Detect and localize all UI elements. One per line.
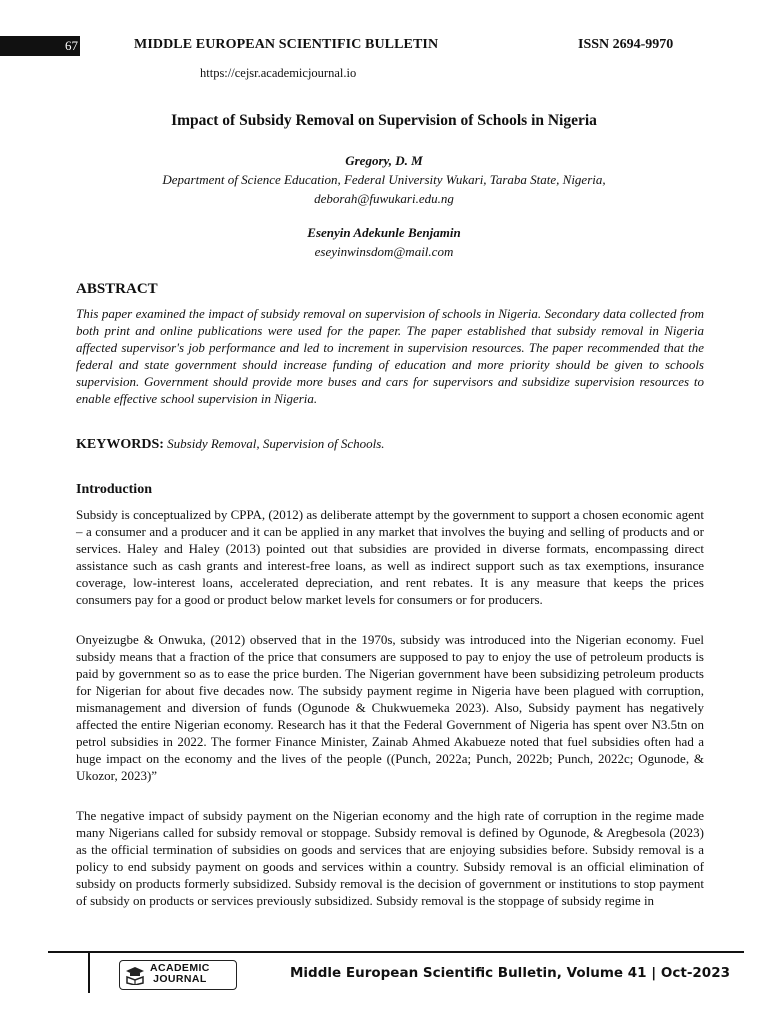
author-email-1[interactable]: deborah@fuwukari.edu.ng: [314, 191, 454, 206]
academic-cap-book-icon: [125, 965, 145, 985]
issn: ISSN 2694-9970: [578, 37, 674, 52]
intro-paragraph-2: Onyeizugbe & Onwuka, (2012) observed that in the 1970s, subsidy was introduced into the Nigerian economy. Fuel subsidy means that a fraction of the price that consumers are supposed to pay to enjoy the use of petroleum products is paid by government so as to ease the price burden. The Nigerian government have been subsidizing petroleum products for Nigerian for about five decades now. The subsidy payment regime in Nigeria have been plagued with corruption, mismanagement and diversion of funds (Ogunode & Chukwuemeka 2023). Also, Subsidy payment has negatively affected the entire Nigerian economy. Research has it that the Federal Government of Nigeria has spent over N3.5tn on petrol subsidies in 2022. The former Finance Minister, Zainab Ahmed Akabueze noted that fuel subsidies often had a huge impact on the economy and the lives of the people ((Punch, 2022a; Punch, 2022b; Punch, 2022c; Ogunode, & Ukozor, 2023)”: [76, 632, 704, 783]
footer-vertical-rule: [88, 953, 90, 993]
author-affiliation-1: Department of Science Education, Federal University Wukari, Taraba State, Nigeria,: [162, 172, 606, 187]
logo-text: [150, 963, 210, 985]
intro-paragraph-1: Subsidy is conceptualized by CPPA, (2012) as deliberate attempt by the government to support a chosen economic agent – a consumer and a producer and it can be applied in any market that involves the buying and selling of products and or services. Haley and Haley (2013) pointed out that subsidies are provided in diverse formats, encompassing direct assistance such as cash grants and interest-free loans, as well as indirect support such as tax exemptions, insurance coverage, low-interest loans, accelerated depreciation, and rent rebates. It is any measure that keeps the prices consumers pay for a good or product below market levels for consumers or for producers.: [76, 507, 704, 607]
keywords: [76, 436, 385, 453]
page-number: 67: [0, 36, 80, 56]
journal-url[interactable]: https://cejsr.academicjournal.io: [200, 66, 357, 80]
author-name-1: Gregory, D. M: [345, 153, 423, 168]
footer-rule: [48, 951, 744, 953]
intro-paragraph-3: The negative impact of subsidy payment on the Nigerian economy and the high rate of corruption in the regime made many Nigerians called for subsidy removal or stoppage. Subsidy removal is defined by Ogunode, & Aregbesola (2023) as the official termination of subsidies on goods and services that are enjoying subsidies before. Subsidy removal is a policy to end subsidy payment on goods and services within a country. Subsidy removal is an official elimination of subsidy on products formerly subsidized. Subsidy removal is the decision of government or institutions to stop payment of subsidy on products or services previously subsidized. Subsidy removal is the stoppage of subsidy regime in: [76, 808, 704, 908]
footer-citation: Middle European Scientific Bulletin, Volume 41 | Oct-2023: [290, 965, 730, 981]
author-email-2[interactable]: eseyinwinsdom@mail.com: [314, 244, 454, 259]
introduction-heading: Introduction: [76, 482, 152, 497]
journal-name: MIDDLE EUROPEAN SCIENTIFIC BULLETIN: [134, 37, 439, 52]
academic-journal-logo: [119, 960, 237, 990]
paper-title: Impact of Subsidy Removal on Supervision of Schools in Nigeria: [171, 112, 597, 129]
author-name-2: Esenyin Adekunle Benjamin: [307, 225, 461, 240]
logo-line-2: JOURNAL: [153, 973, 207, 985]
logo-line-1: ACADEMIC: [150, 962, 210, 974]
keywords-label: KEYWORDS:: [76, 437, 164, 452]
abstract-heading: ABSTRACT: [76, 281, 158, 297]
abstract-text: This paper examined the impact of subsidy removal on supervision of schools in Nigeria. Secondary data collected from both print and online publications were used for the paper. The paper established that subsidy removal in Nigeria affected supervisor's job performance and led to increment in supervision resources. The paper recommended that the federal and state government should increase funding of education and more priority should be given to schools supervision. Government should provide more buses and cars for supervisors and subsidize supervision resources to enable effective school supervision in Nigeria.: [76, 306, 704, 406]
keywords-text: Subsidy Removal, Supervision of Schools.: [167, 436, 385, 451]
